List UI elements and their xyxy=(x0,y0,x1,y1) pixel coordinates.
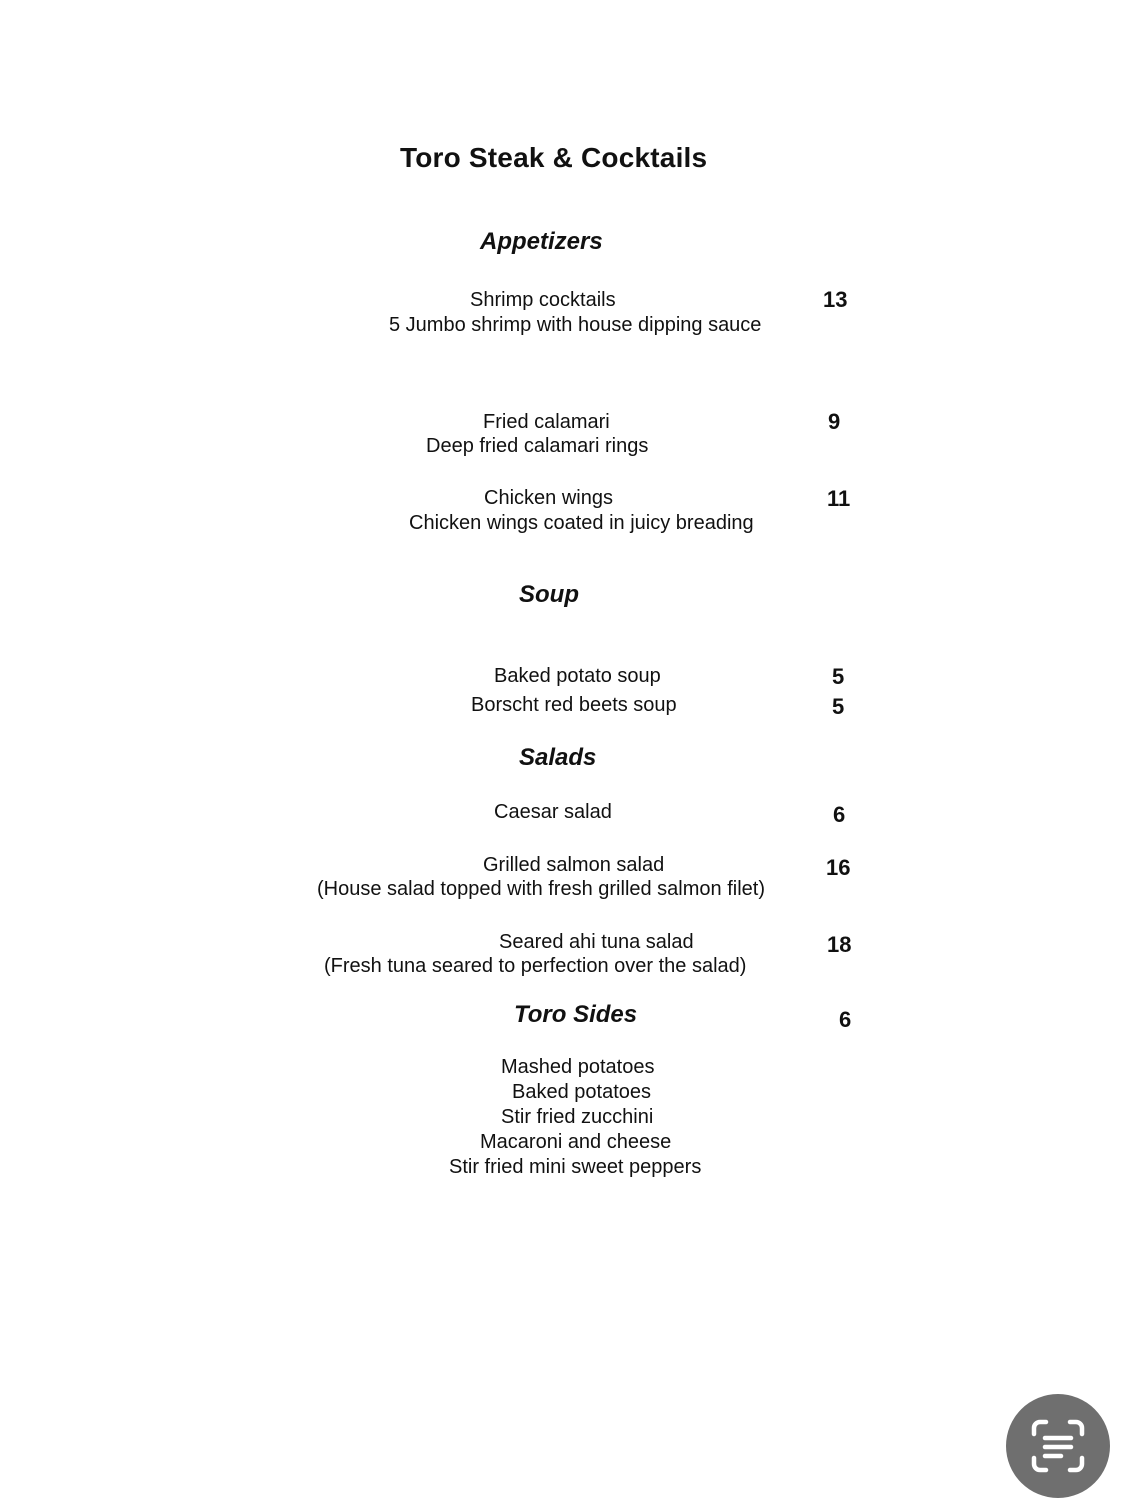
menu-item-name: Chicken wings xyxy=(484,487,613,509)
menu-item-price: 9 xyxy=(828,409,841,434)
menu-item-name: Shrimp cocktails xyxy=(470,289,616,311)
section-heading-soup: Soup xyxy=(519,581,579,608)
menu-item-price: 18 xyxy=(827,932,852,957)
live-text-button[interactable] xyxy=(1006,1394,1110,1498)
side-item: Mashed potatoes xyxy=(501,1056,655,1078)
menu-item-name: Caesar salad xyxy=(494,801,612,823)
side-item: Macaroni and cheese xyxy=(480,1131,672,1153)
menu-item-name: Baked potato soup xyxy=(494,665,661,687)
menu-item-description: Deep fried calamari rings xyxy=(426,435,649,457)
section-heading-appetizers: Appetizers xyxy=(480,228,603,255)
menu-item-price: 5 xyxy=(832,664,845,689)
menu-item-price: 13 xyxy=(823,287,848,312)
menu-item-name: Borscht red beets soup xyxy=(471,694,677,716)
side-item: Stir fried zucchini xyxy=(501,1106,654,1128)
menu-title: Toro Steak & Cocktails xyxy=(400,142,708,173)
menu-item-description: (Fresh tuna seared to perfection over the salad) xyxy=(324,955,747,977)
sides-price: 6 xyxy=(839,1007,852,1032)
menu-item-price: 5 xyxy=(832,694,845,719)
scan-text-icon xyxy=(1028,1416,1088,1476)
menu-item-description: Chicken wings coated in juicy breading xyxy=(409,512,754,534)
menu-item-description: (House salad topped with fresh grilled salmon filet) xyxy=(317,878,765,900)
menu-item-price: 11 xyxy=(827,486,851,511)
menu-item-name: Grilled salmon salad xyxy=(483,854,665,876)
menu-item-name: Fried calamari xyxy=(483,411,610,433)
menu-item-description: 5 Jumbo shrimp with house dipping sauce xyxy=(389,314,762,336)
side-item: Baked potatoes xyxy=(512,1081,651,1103)
menu-item-name: Seared ahi tuna salad xyxy=(499,931,694,953)
side-item: Stir fried mini sweet peppers xyxy=(449,1156,702,1178)
section-heading-sides: Toro Sides xyxy=(514,1001,638,1028)
menu-item-price: 16 xyxy=(826,855,851,880)
section-heading-salads: Salads xyxy=(519,744,597,771)
menu-item-price: 6 xyxy=(833,802,846,827)
